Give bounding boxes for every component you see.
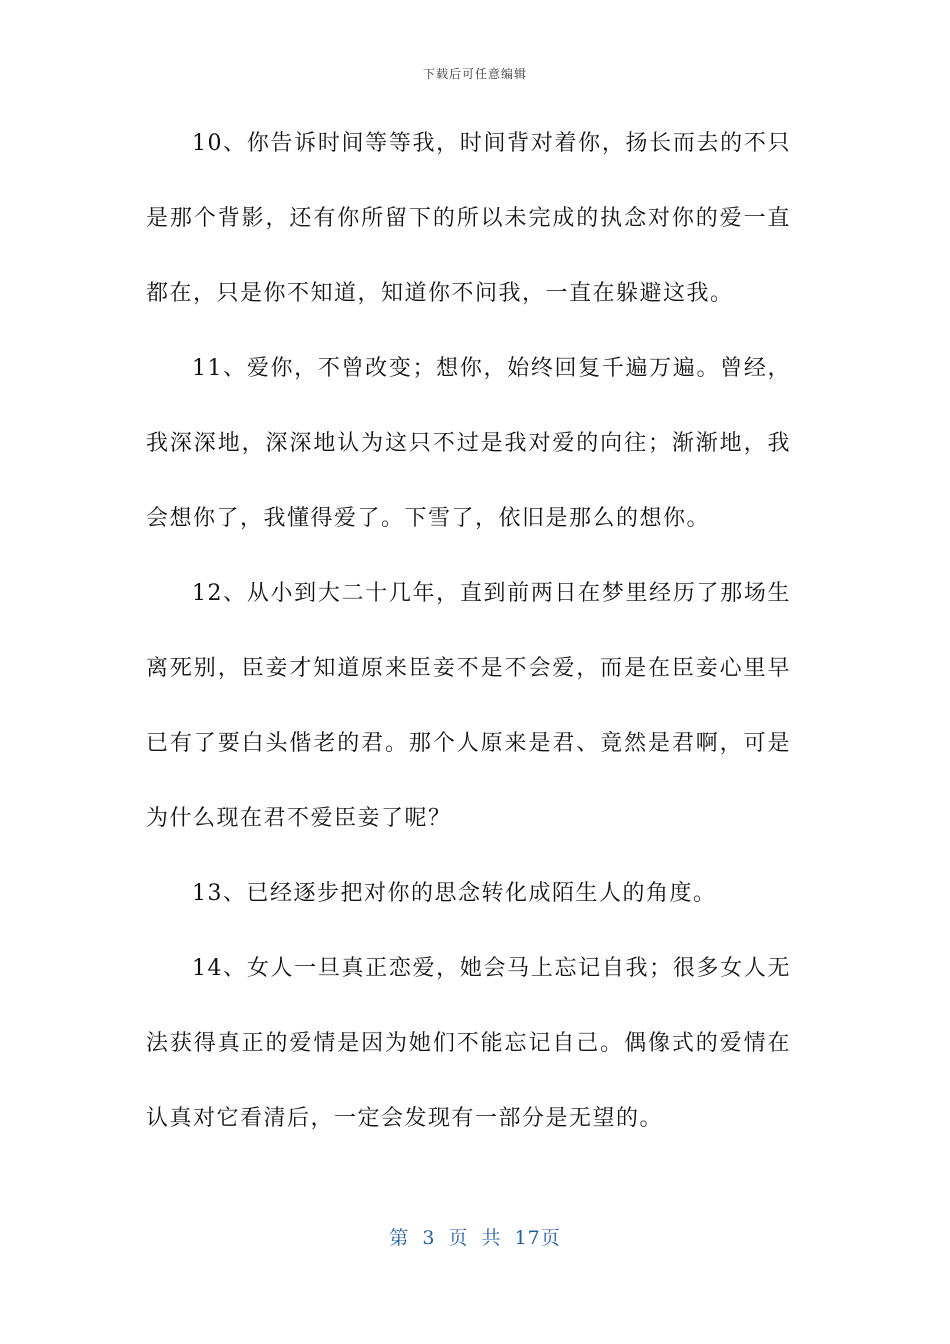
paragraph-13: 13、已经逐步把对你的思念转化成陌生人的角度。 <box>192 881 717 906</box>
paragraph-12: 12、从小到大二十几年，直到前两日在梦里经历了那场生离死别，臣妾才知道原来臣妾不是不会爱，而是在臣妾心里早已有了要白头偕老的君。那个人原来是君、竟然是君啊，可是为什么现在君不爱臣妾了呢？ <box>146 581 791 831</box>
paragraph-11: 11、爱你，不曾改变；想你，始终回复千遍万遍。曾经，我深深地，深深地认为这只不过是我对爱的向往；渐渐地，我会想你了，我懂得爱了。下雪了，依旧是那么的想你。 <box>146 356 791 531</box>
header-note: 下载后可任意编辑 <box>422 67 527 81</box>
document-body <box>146 106 791 1156</box>
page-number-footer: 第 3 页 共 17页 <box>389 1227 561 1249</box>
paragraph-10: 10、你告诉时间等等我，时间背对着你，扬长而去的不只是那个背影，还有你所留下的所以未完成的执念对你的爱一直都在，只是你不知道，知道你不问我，一直在躲避这我。 <box>146 131 791 306</box>
paragraph-14: 14、女人一旦真正恋爱，她会马上忘记自我；很多女人无法获得真正的爱情是因为她们不能忘记自己。偶像式的爱情在认真对它看清后，一定会发现有一部分是无望的。 <box>146 956 791 1131</box>
